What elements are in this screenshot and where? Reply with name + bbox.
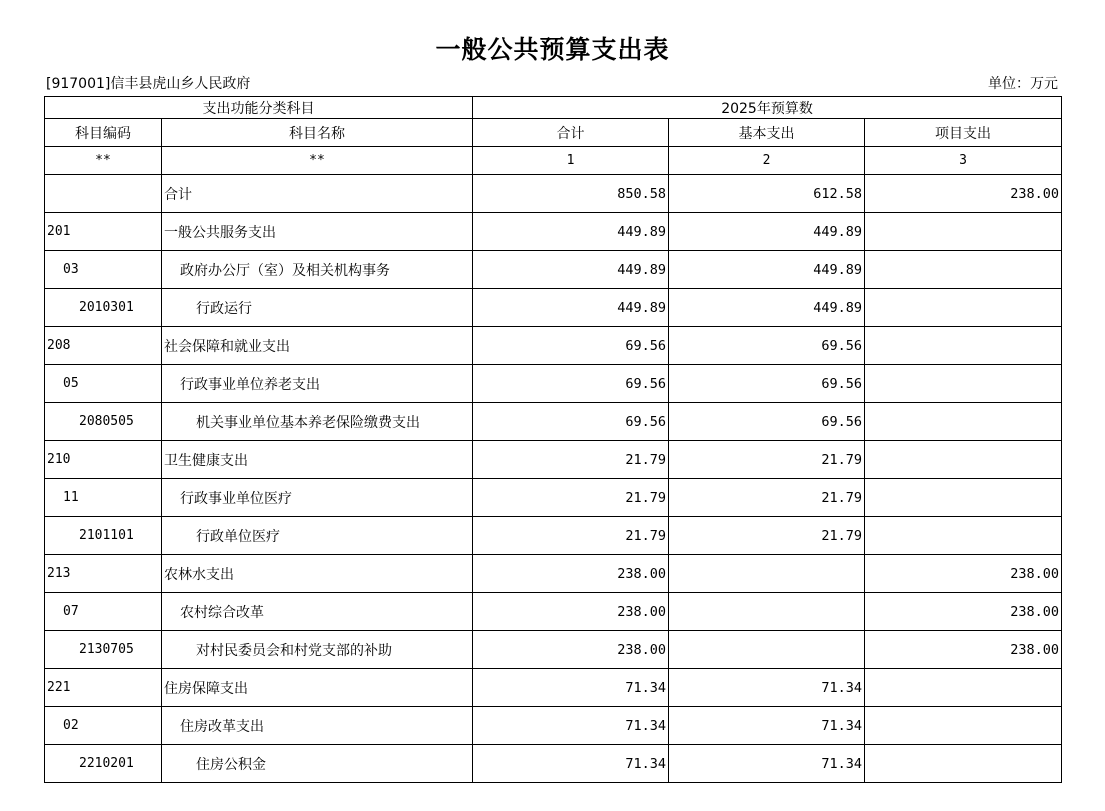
index-name: ** [162, 147, 473, 175]
table-row [45, 213, 1062, 251]
cell-basic: 71.34 [669, 745, 865, 783]
header-name: 科目名称 [162, 119, 473, 147]
table-row [45, 745, 1062, 783]
cell-name: 行政单位医疗 [162, 517, 473, 555]
cell-code: 210 [45, 441, 162, 479]
cell-project [865, 517, 1062, 555]
cell-name: 行政运行 [162, 289, 473, 327]
cell-code: 2130705 [45, 631, 162, 669]
table-row [45, 289, 1062, 327]
cell-total: 21.79 [473, 517, 669, 555]
cell-basic: 21.79 [669, 517, 865, 555]
cell-code: 208 [45, 327, 162, 365]
table-row [45, 669, 1062, 707]
cell-code: 07 [45, 593, 162, 631]
cell-total: 71.34 [473, 669, 669, 707]
cell-total: 71.34 [473, 745, 669, 783]
header-basic: 基本支出 [669, 119, 865, 147]
header-group-row [45, 97, 1062, 119]
cell-code: 03 [45, 251, 162, 289]
cell-code: 2010301 [45, 289, 162, 327]
table-row [45, 251, 1062, 289]
cell-code: 2210201 [45, 745, 162, 783]
table-row [45, 175, 1062, 213]
cell-name: 一般公共服务支出 [162, 213, 473, 251]
cell-total: 449.89 [473, 251, 669, 289]
header-function-classification: 支出功能分类科目 [45, 97, 473, 119]
cell-project [865, 669, 1062, 707]
cell-code [45, 175, 162, 213]
table-row [45, 479, 1062, 517]
cell-basic: 449.89 [669, 251, 865, 289]
cell-project: 238.00 [865, 593, 1062, 631]
cell-name: 机关事业单位基本养老保险缴费支出 [162, 403, 473, 441]
cell-basic: 69.56 [669, 327, 865, 365]
cell-total: 69.56 [473, 327, 669, 365]
cell-code: 213 [45, 555, 162, 593]
cell-code: 2080505 [45, 403, 162, 441]
index-basic: 2 [669, 147, 865, 175]
cell-project [865, 745, 1062, 783]
cell-name: 社会保障和就业支出 [162, 327, 473, 365]
cell-name: 住房改革支出 [162, 707, 473, 745]
cell-basic: 69.56 [669, 365, 865, 403]
cell-total: 449.89 [473, 289, 669, 327]
cell-total: 449.89 [473, 213, 669, 251]
cell-project: 238.00 [865, 555, 1062, 593]
cell-name: 农林水支出 [162, 555, 473, 593]
cell-name: 合计 [162, 175, 473, 213]
cell-basic: 21.79 [669, 441, 865, 479]
cell-code: 05 [45, 365, 162, 403]
header-budget-year: 2025年预算数 [473, 97, 1062, 119]
cell-name: 农村综合改革 [162, 593, 473, 631]
budget-table [44, 96, 1062, 783]
cell-basic: 449.89 [669, 213, 865, 251]
cell-project [865, 403, 1062, 441]
table-row [45, 327, 1062, 365]
cell-basic: 612.58 [669, 175, 865, 213]
page-title: 一般公共预算支出表 [435, 35, 670, 64]
cell-total: 238.00 [473, 555, 669, 593]
cell-basic: 69.56 [669, 403, 865, 441]
cell-basic: 21.79 [669, 479, 865, 517]
header-column-row [45, 119, 1062, 147]
cell-project [865, 251, 1062, 289]
table-row [45, 555, 1062, 593]
cell-project [865, 327, 1062, 365]
table-row [45, 631, 1062, 669]
cell-total: 21.79 [473, 479, 669, 517]
cell-project [865, 441, 1062, 479]
cell-code: 02 [45, 707, 162, 745]
cell-code: 2101101 [45, 517, 162, 555]
cell-project [865, 365, 1062, 403]
table-row [45, 403, 1062, 441]
cell-name: 对村民委员会和村党支部的补助 [162, 631, 473, 669]
cell-basic: 449.89 [669, 289, 865, 327]
cell-total: 71.34 [473, 707, 669, 745]
cell-name: 政府办公厅（室）及相关机构事务 [162, 251, 473, 289]
header-project: 项目支出 [865, 119, 1062, 147]
table-row [45, 593, 1062, 631]
cell-name: 住房公积金 [162, 745, 473, 783]
cell-total: 238.00 [473, 593, 669, 631]
cell-basic [669, 593, 865, 631]
cell-code: 221 [45, 669, 162, 707]
index-total: 1 [473, 147, 669, 175]
table-row [45, 365, 1062, 403]
cell-total: 21.79 [473, 441, 669, 479]
cell-total: 69.56 [473, 403, 669, 441]
header-total: 合计 [473, 119, 669, 147]
cell-total: 69.56 [473, 365, 669, 403]
unit-label: 单位：万元 [988, 76, 1058, 92]
cell-name: 住房保障支出 [162, 669, 473, 707]
cell-total: 238.00 [473, 631, 669, 669]
cell-code: 201 [45, 213, 162, 251]
table-row [45, 517, 1062, 555]
cell-basic [669, 555, 865, 593]
header-code: 科目编码 [45, 119, 162, 147]
cell-project [865, 213, 1062, 251]
cell-total: 850.58 [473, 175, 669, 213]
cell-name: 行政事业单位养老支出 [162, 365, 473, 403]
table-row [45, 441, 1062, 479]
table-row [45, 707, 1062, 745]
cell-name: 行政事业单位医疗 [162, 479, 473, 517]
index-project: 3 [865, 147, 1062, 175]
cell-basic: 71.34 [669, 707, 865, 745]
cell-project [865, 479, 1062, 517]
cell-code: 11 [45, 479, 162, 517]
cell-project [865, 707, 1062, 745]
organization-label: [917001]信丰县虎山乡人民政府 [46, 76, 251, 92]
cell-name: 卫生健康支出 [162, 441, 473, 479]
cell-project: 238.00 [865, 175, 1062, 213]
cell-project: 238.00 [865, 631, 1062, 669]
header-index-row [45, 147, 1062, 175]
cell-basic: 71.34 [669, 669, 865, 707]
index-code: ** [45, 147, 162, 175]
cell-project [865, 289, 1062, 327]
budget-table-body [45, 97, 1062, 783]
cell-basic [669, 631, 865, 669]
